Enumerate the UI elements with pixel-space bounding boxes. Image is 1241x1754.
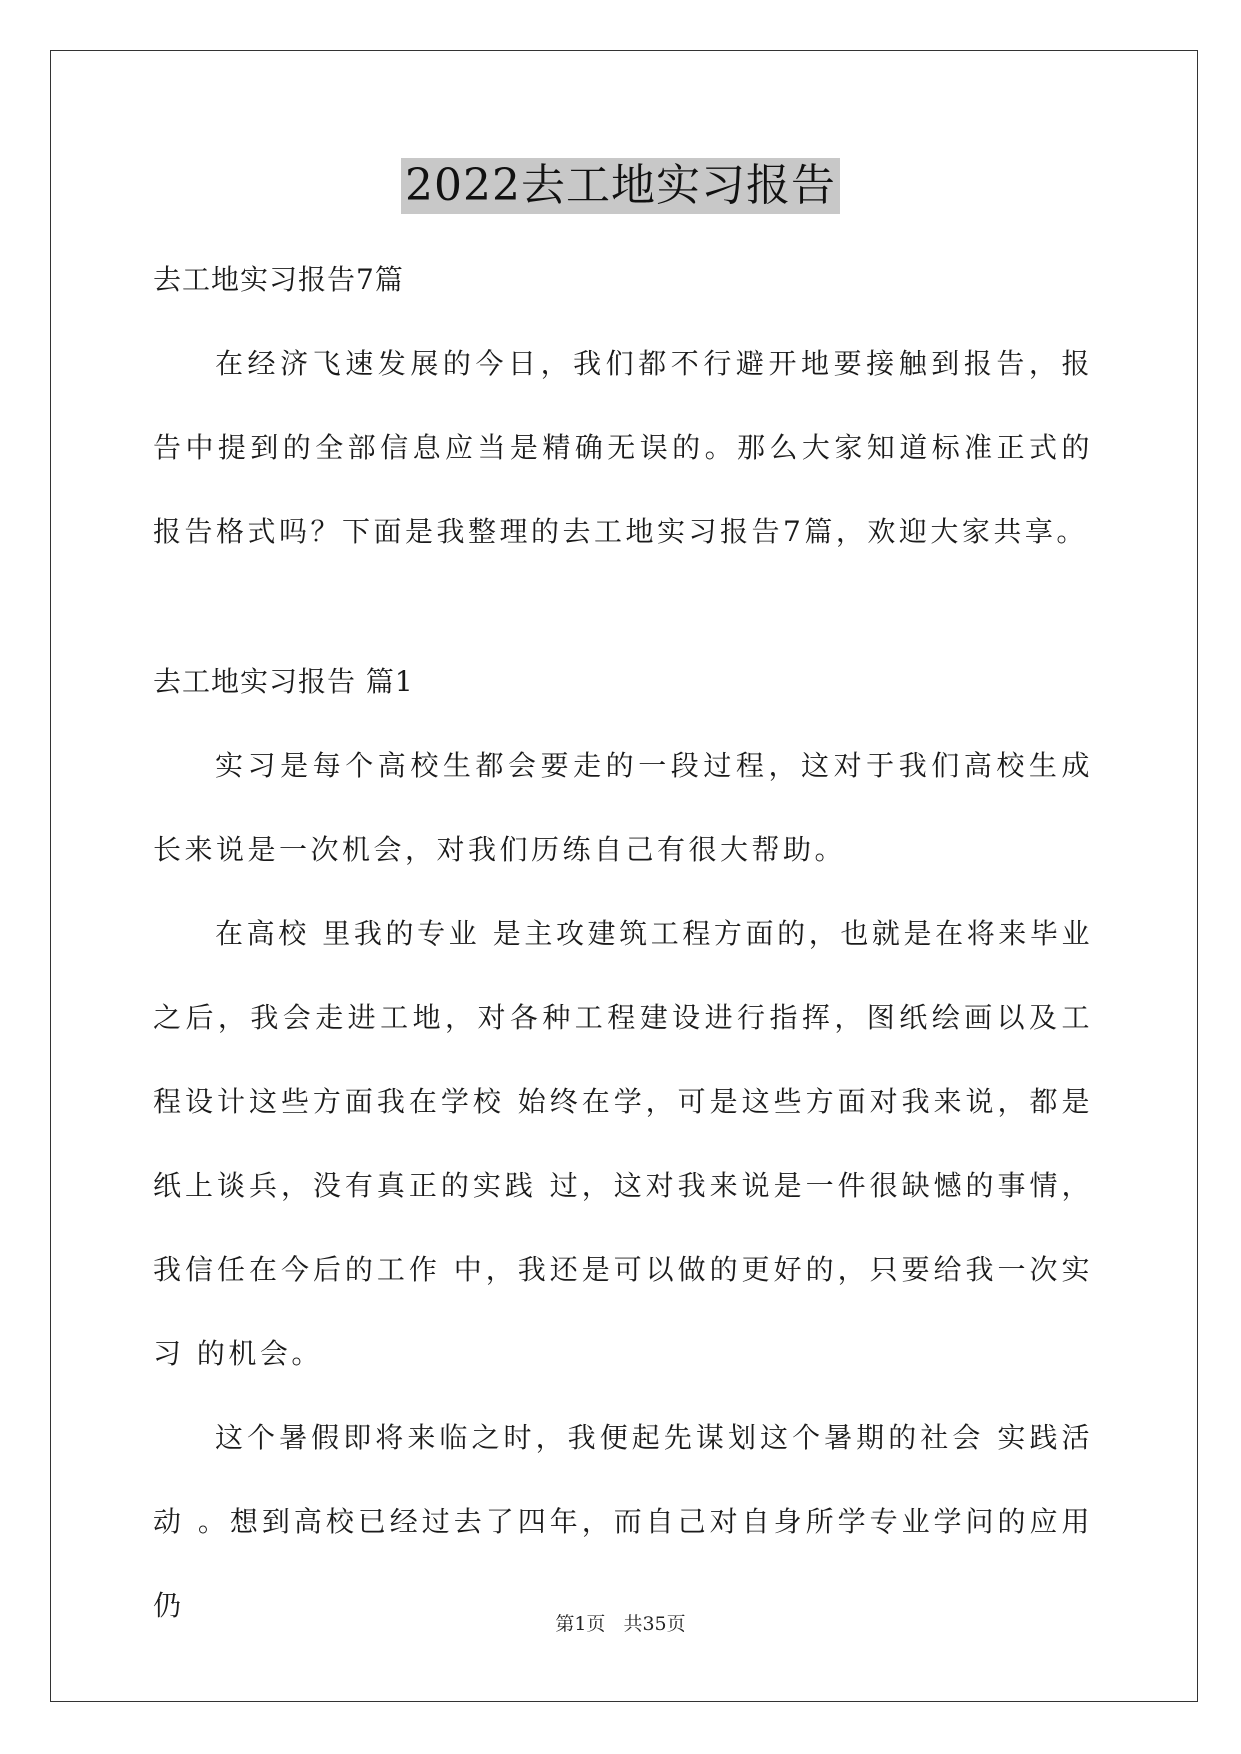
page-number: 第1页 [555,1613,606,1635]
section-gap [153,574,1093,640]
page-footer [0,1612,1241,1636]
section-heading: 去工地实习报告 篇1 [153,665,414,698]
body-paragraph-2: 在高校 里我的专业 是主攻建筑工程方面的，也就是在将来毕业之后，我会走进工地，对各种工程建设进行指挥，图纸绘画以及工程设计这些方面我在学校 始终在学，可是这些方面对我来说，都是纸上谈兵，没有真正的实践 过，这对我来说是一件很缺憾的事情，我信任在今后的工作 中，我还是可以做的更好的，只要给我一次实习 的机会。 [153,917,1093,1370]
document-body [153,238,1093,1648]
title-container [0,158,1241,214]
document-subtitle: 去工地实习报告7篇 [153,263,404,296]
body-paragraph-3: 这个暑假即将来临之时，我便起先谋划这个暑期的社会 实践活动 。想到高校已经过去了四年，而自己对自身所学专业学问的应用仍 [153,1421,1093,1622]
page-total: 共35页 [623,1613,686,1635]
body-paragraph-1: 实习是每个高校生都会要走的一段过程，这对于我们高校生成长来说是一次机会，对我们历练自己有很大帮助。 [153,749,1093,866]
intro-paragraph: 在经济飞速发展的今日，我们都不行避开地要接触到报告，报告中提到的全部信息应当是精确无误的。那么大家知道标准正式的报告格式吗？下面是我整理的去工地实习报告7篇，欢迎大家共享。 [153,347,1093,548]
document-title: 2022去工地实习报告 [401,158,840,214]
